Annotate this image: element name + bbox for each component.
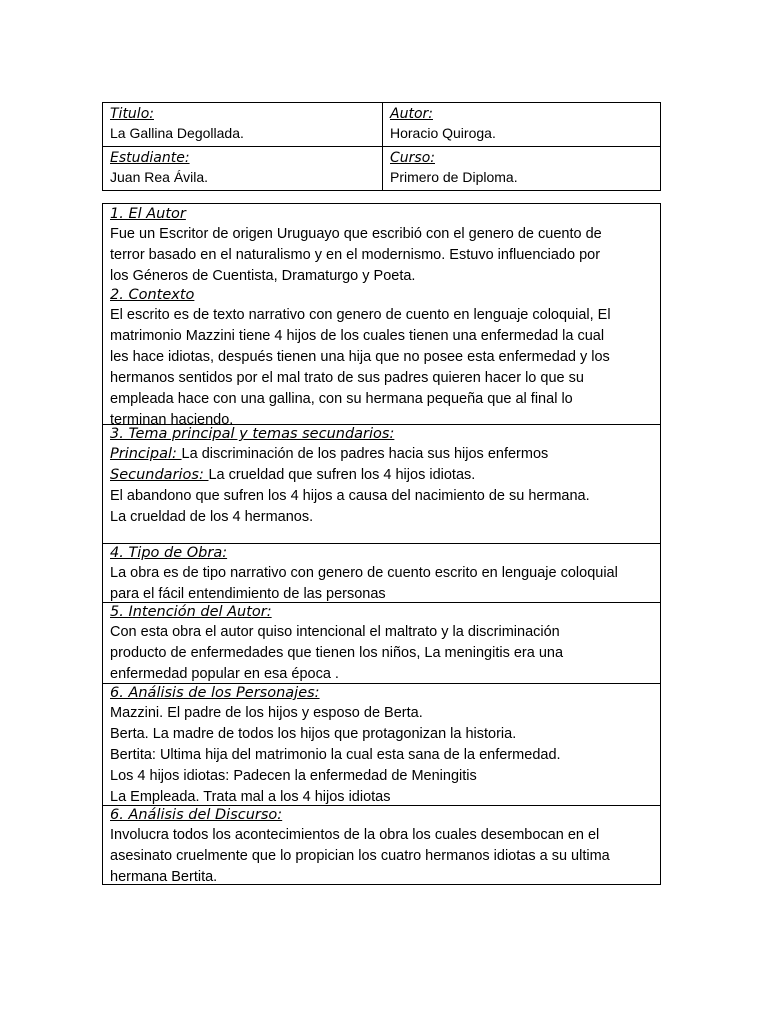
section-contexto: [103, 286, 660, 428]
text-line: Involucra todos los acontecimientos de la obra los cuales desembocan en el: [110, 827, 600, 843]
titulo-cell: [103, 103, 383, 147]
curso-cell: [383, 147, 661, 191]
titulo-value: La Gallina Degollada.: [110, 125, 244, 141]
principal-line: [110, 444, 654, 465]
section-discurso: [103, 805, 660, 884]
estudiante-cell: [103, 147, 383, 191]
text-line: para el fácil entendimiento de las personas: [110, 586, 386, 602]
text-line: La Empleada. Trata mal a los 4 hijos idiotas: [110, 789, 391, 805]
secundarios-label: Secundarios:: [110, 467, 209, 483]
text-line: terror basado en el naturalismo y en el modernismo. Estuvo influenciado por: [110, 247, 601, 263]
text-line: Fue un Escritor de origen Uruguayo que escribió con el genero de cuento de: [110, 226, 602, 242]
section-autor: [103, 205, 660, 290]
secundarios-line: [110, 465, 654, 486]
autor-cell: [383, 103, 661, 147]
section-intencion: [103, 602, 660, 683]
text-line: les hace idiotas, después tienen una hija que no posee esta enfermedad y los: [110, 349, 610, 365]
section-personajes: [103, 683, 660, 805]
text-line: Con esta obra el autor quiso intencional el maltrato y la discriminación: [110, 624, 560, 640]
section-heading: 3. Tema principal y temas secundarios:: [110, 426, 395, 442]
curso-value: Primero de Diploma.: [390, 169, 518, 185]
section-heading: 1. El Autor: [110, 206, 186, 222]
text-line: La crueldad de los 4 hermanos.: [110, 509, 314, 525]
estudiante-value: Juan Rea Ávila.: [110, 169, 209, 185]
principal-text: La discriminación de los padres hacia sus hijos enfermos: [181, 446, 549, 462]
titulo-label: Titulo:: [110, 106, 154, 122]
text-line: terminan haciendo.: [110, 412, 234, 428]
text-line: Mazzini. El padre de los hijos y esposo de Berta.: [110, 705, 423, 721]
text-line: asesinato cruelmente que lo propician los cuatro hermanos idiotas a su ultima: [110, 848, 610, 864]
header-table: [102, 102, 661, 191]
text-line: El abandono que sufren los 4 hijos a causa del nacimiento de su hermana.: [110, 488, 590, 504]
autor-value: Horacio Quiroga.: [390, 125, 496, 141]
text-line: hermanos sentidos por el mal trato de sus padres quieren hacer lo que su: [110, 370, 584, 386]
text-line: hermana Bertita.: [110, 869, 218, 885]
analysis-table: [102, 203, 661, 885]
section-heading: 4. Tipo de Obra:: [110, 545, 228, 561]
text-line: empleada hace con una gallina, con su hermana pequeña que al final lo: [110, 391, 573, 407]
text-line: matrimonio Mazzini tiene 4 hijos de los cuales tienen una enfermedad la cual: [110, 328, 605, 344]
section-tipo: [103, 543, 660, 602]
text-line: los Géneros de Cuentista, Dramaturgo y Poeta.: [110, 268, 416, 284]
estudiante-label: Estudiante:: [110, 150, 190, 166]
text-line: Berta. La madre de todos los hijos que protagonizan la historia.: [110, 726, 517, 742]
section-heading: 5. Intención del Autor:: [110, 604, 272, 620]
text-line: Los 4 hijos idiotas: Padecen la enfermedad de Meningitis: [110, 768, 477, 784]
secundarios-text: La crueldad que sufren los 4 hijos idiotas.: [208, 467, 476, 483]
text-line: La obra es de tipo narrativo con genero de cuento escrito en lenguaje coloquial: [110, 565, 618, 581]
text-line: producto de enfermedades que tienen los niños, La meningitis era una: [110, 645, 564, 661]
section-heading: 2. Contexto: [110, 287, 195, 303]
curso-label: Curso:: [390, 150, 435, 166]
section-heading: 6. Análisis del Discurso:: [110, 807, 283, 823]
text-line: El escrito es de texto narrativo con genero de cuento en lenguaje coloquial, El: [110, 307, 611, 323]
section-tema: [103, 424, 660, 543]
section-heading: 6. Análisis de los Personajes:: [110, 685, 320, 701]
autor-label: Autor:: [390, 106, 433, 122]
text-line: Bertita: Ultima hija del matrimonio la cual esta sana de la enfermedad.: [110, 747, 561, 763]
principal-label: Principal:: [110, 446, 182, 462]
text-line: enfermedad popular en esa época .: [110, 666, 339, 682]
